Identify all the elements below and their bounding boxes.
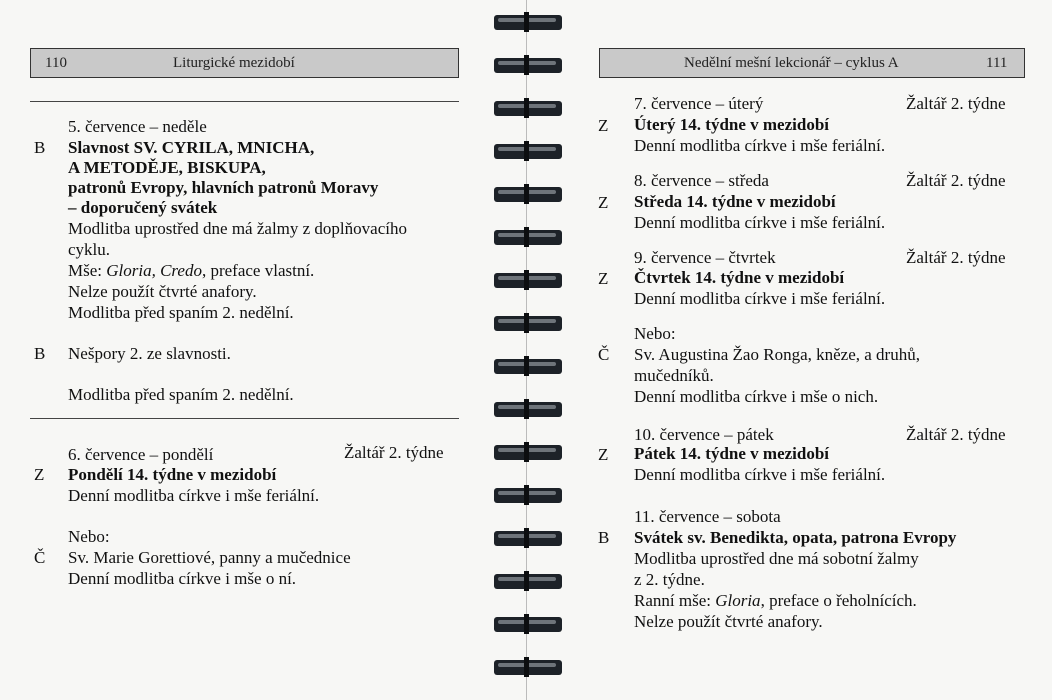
mass-note-prefix: Ranní mše: [634,591,716,610]
rank-mark: Z [34,465,45,484]
entry-text: Nebo: [634,324,676,343]
spiral-coil [494,399,562,419]
rank-mark: Z [598,445,609,464]
section-divider [30,418,459,419]
spiral-coil [494,485,562,505]
entry-title: Pátek 14. týdne v mezidobí [634,444,830,463]
mass-note-italic: Gloria [715,591,761,610]
rank-mark: Z [598,269,609,288]
entry-text: Modlitba před spaním 2. nedělní. [68,385,294,404]
entry-title: Svátek sv. Benedikta, opata, patrona Evropy [634,528,957,547]
entry-text: cyklu. [68,240,111,259]
spiral-coil [494,184,562,204]
spiral-coil [494,313,562,333]
spiral-coil [494,571,562,591]
entry-title: Pondělí 14. týdne v mezidobí [68,465,277,484]
spiral-coil [494,12,562,32]
entry-text: Denní modlitba církve i mše o ní. [68,569,297,588]
entry-title: – doporučený svátek [68,198,218,217]
psalter-week: Žaltář 2. týdne [906,171,1006,190]
entry-text: Modlitba před spaním 2. nedělní. [68,303,294,322]
entry-date: 7. července – úterý [634,94,764,113]
entry-text: z 2. týdne. [634,570,705,589]
spiral-coil [494,227,562,247]
page-number: 111 [986,55,1008,71]
entry-text: Denní modlitba církve i mše o nich. [634,387,879,406]
spiral-coil [494,528,562,548]
entry-text: Nelze použít čtvrté anafory. [68,282,257,301]
entry-text: Denní modlitba církve i mše feriální. [634,289,886,308]
entry-text: Nebo: [68,527,110,546]
entry-text: Modlitba uprostřed dne má sobotní žalmy [634,549,919,568]
psalter-week: Žaltář 2. týdne [906,425,1006,444]
page-number: 110 [45,55,67,71]
entry-text: Denní modlitba církve i mše feriální. [634,136,886,155]
rank-mark: B [598,528,610,547]
spiral-coil [494,442,562,462]
entry-title: Sv. Augustina Žao Ronga, kněze, a druhů, [634,345,920,364]
entry-title: Sv. Marie Gorettiové, panny a mučednice [68,548,351,567]
entry-text: Denní modlitba církve i mše feriální. [634,465,886,484]
mass-note [68,261,314,281]
running-title: Liturgické mezidobí [173,55,295,71]
psalter-week: Žaltář 2. týdne [906,248,1006,267]
entry-text: Modlitba uprostřed dne má žalmy z doplňovacího [68,219,407,238]
entry-title: Čtvrtek 14. týdne v mezidobí [634,268,845,287]
entry-title: Slavnost SV. CYRILA, MNICHA, [68,138,315,157]
psalter-week: Žaltář 2. týdne [344,443,444,462]
entry-date: 9. července – čtvrtek [634,248,776,267]
mass-note-suffix: , preface o řeholnících. [760,591,917,610]
entry-date: 11. července – sobota [634,507,781,526]
spiral-coil [494,270,562,290]
entry-text: Denní modlitba církve i mše feriální. [634,213,886,232]
entry-date: 5. července – neděle [68,117,207,136]
entry-date: 10. července – pátek [634,425,774,444]
entry-text: mučedníků. [634,366,714,385]
mass-note-suffix: , preface vlastní. [201,261,315,280]
rank-mark: Z [598,116,609,135]
left-page-header [30,48,459,78]
section-divider [30,101,459,102]
right-page [526,0,1052,700]
mass-note-italic: Gloria, Credo [106,261,202,280]
spiral-coil [494,356,562,376]
entry-title: patronů Evropy, hlavních patronů Moravy [68,178,379,197]
rank-mark: Č [34,548,46,567]
running-title: Nedělní mešní lekcionář – cyklus A [684,55,899,71]
spiral-coil [494,98,562,118]
spiral-coil [494,614,562,634]
psalter-week: Žaltář 2. týdne [906,94,1006,113]
entry-text: Denní modlitba církve i mše feriální. [68,486,320,505]
mass-note [634,591,917,611]
entry-title: A METODĚJE, BISKUPA, [68,158,266,177]
mass-note-prefix: Mše: [68,261,107,280]
rank-mark: B [34,138,46,157]
spiral-coil [494,657,562,677]
entry-title: Středa 14. týdne v mezidobí [634,192,836,211]
entry-text: Nešpory 2. ze slavnosti. [68,344,231,363]
rank-mark: B [34,344,46,363]
right-page-header [599,48,1025,78]
entry-date: 6. července – pondělí [68,445,214,464]
entry-title: Úterý 14. týdne v mezidobí [634,115,830,134]
rank-mark: Č [598,345,610,364]
rank-mark: Z [598,193,609,212]
spiral-coil [494,141,562,161]
entry-text: Nelze použít čtvrté anafory. [634,612,823,631]
entry-date: 8. července – středa [634,171,769,190]
spiral-coil [494,55,562,75]
